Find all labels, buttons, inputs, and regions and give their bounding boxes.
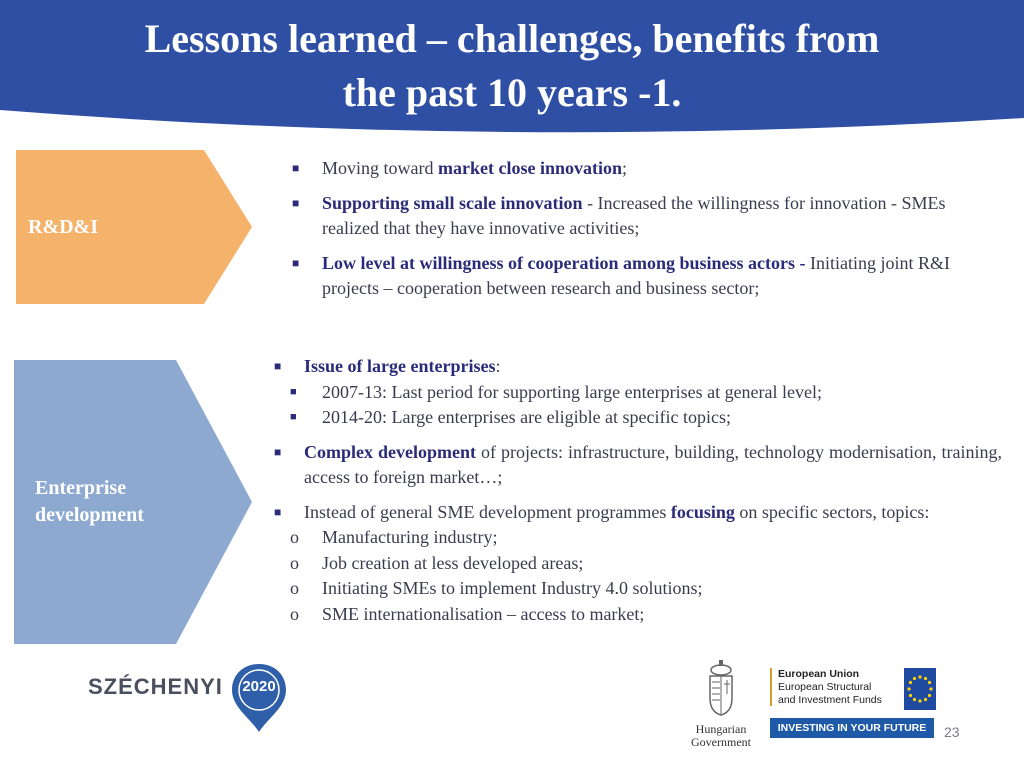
square-bullet-icon: ■	[274, 444, 282, 459]
circle-bullet-icon: o	[290, 552, 299, 573]
rdi-label: R&D&I	[28, 216, 98, 238]
slide-title-line-2: the past 10 years -1.	[342, 70, 682, 115]
square-bullet-icon: ■	[290, 385, 297, 398]
hungarian-government-text: Hungarian Government	[691, 722, 751, 749]
rdi-bullet-3: ■ Low level at willingness of cooperation among business actors - Initiating joint R&I projects – cooperation between research and business sector;	[292, 252, 950, 298]
circle-bullet-icon: o	[290, 603, 299, 624]
eu-divider	[770, 668, 772, 706]
enterprise-bullet-list	[272, 354, 1002, 627]
enterprise-label	[35, 475, 144, 529]
location-pin-icon	[228, 662, 290, 734]
rdi-bullet-1: ■ Moving toward market close innovation;	[290, 156, 1002, 182]
sublist-item: o Job creation at less developed areas;	[272, 551, 1002, 577]
slide-title-line-1: Lessons learned – challenges, benefits from	[144, 16, 880, 61]
title-banner	[0, 0, 1024, 140]
sublist-item: ■ 2007-13: Last period for supporting large enterprises at general level;	[272, 380, 1002, 406]
square-bullet-icon: ■	[292, 195, 300, 210]
rdi-bullet-2: ■ Supporting small scale innovation - Increased the willingness for innovation - SMEs realized that they have innovative activities;	[292, 192, 946, 238]
circle-bullet-icon: o	[290, 578, 299, 598]
sublist-item: o Manufacturing industry;	[272, 525, 1002, 551]
enterprise-label-line-1: Enterprise	[35, 477, 127, 499]
eu-text-block: European Union European Structural and Investment Funds	[778, 668, 882, 706]
circle-bullet-icon: o	[290, 527, 299, 547]
hungarian-government-logo	[680, 660, 762, 749]
enterprise-bullet-1: ■ Issue of large enterprises: ■ 2007-13: Last period for supporting large enterprises at general level; ■ 2014-20: Large enterprises are eligible at specific topics;	[272, 354, 1002, 431]
sublist-item: ■ 2014-20: Large enterprises are eligible at specific topics;	[272, 405, 1002, 431]
focus-topics-sublist	[272, 525, 1002, 627]
square-bullet-icon: ■	[292, 255, 300, 270]
eu-flag-icon	[904, 668, 936, 710]
szechenyi-logo-text: SZÉCHENYI	[88, 674, 223, 699]
sublist-item: o Initiating SMEs to implement Industry 4.0 solutions;	[272, 576, 1002, 602]
coat-of-arms-icon	[706, 660, 736, 716]
large-enterprise-sublist	[272, 380, 1002, 431]
slide-title	[0, 12, 1024, 120]
square-bullet-icon: ■	[292, 161, 300, 175]
square-bullet-icon: ■	[274, 359, 282, 373]
sublist-item: o SME internationalisation – access to market;	[272, 602, 1002, 628]
square-bullet-icon: ■	[274, 504, 282, 519]
page-number: 23	[944, 724, 960, 740]
szechenyi-logo-year: 2020	[242, 678, 276, 695]
eu-slogan-bar: INVESTING IN YOUR FUTURE	[770, 718, 934, 738]
rdi-arrow	[16, 150, 252, 304]
enterprise-arrow	[14, 360, 252, 644]
enterprise-bullet-2: ■ Complex development of projects: infrastructure, building, technology modernisation, training, access to foreign market…;	[274, 441, 1002, 487]
enterprise-bullet-3: ■ Instead of general SME development programmes focusing on specific sectors, topics: o Manufacturing industry; o Job creation at less developed areas; o Initiating SMEs to implement Industry 4.0 solutions; o SME internationalisation – access to market;	[272, 500, 1002, 628]
rdi-bullet-list	[290, 156, 1002, 302]
enterprise-label-line-2: development	[35, 504, 144, 526]
square-bullet-icon: ■	[290, 411, 297, 423]
